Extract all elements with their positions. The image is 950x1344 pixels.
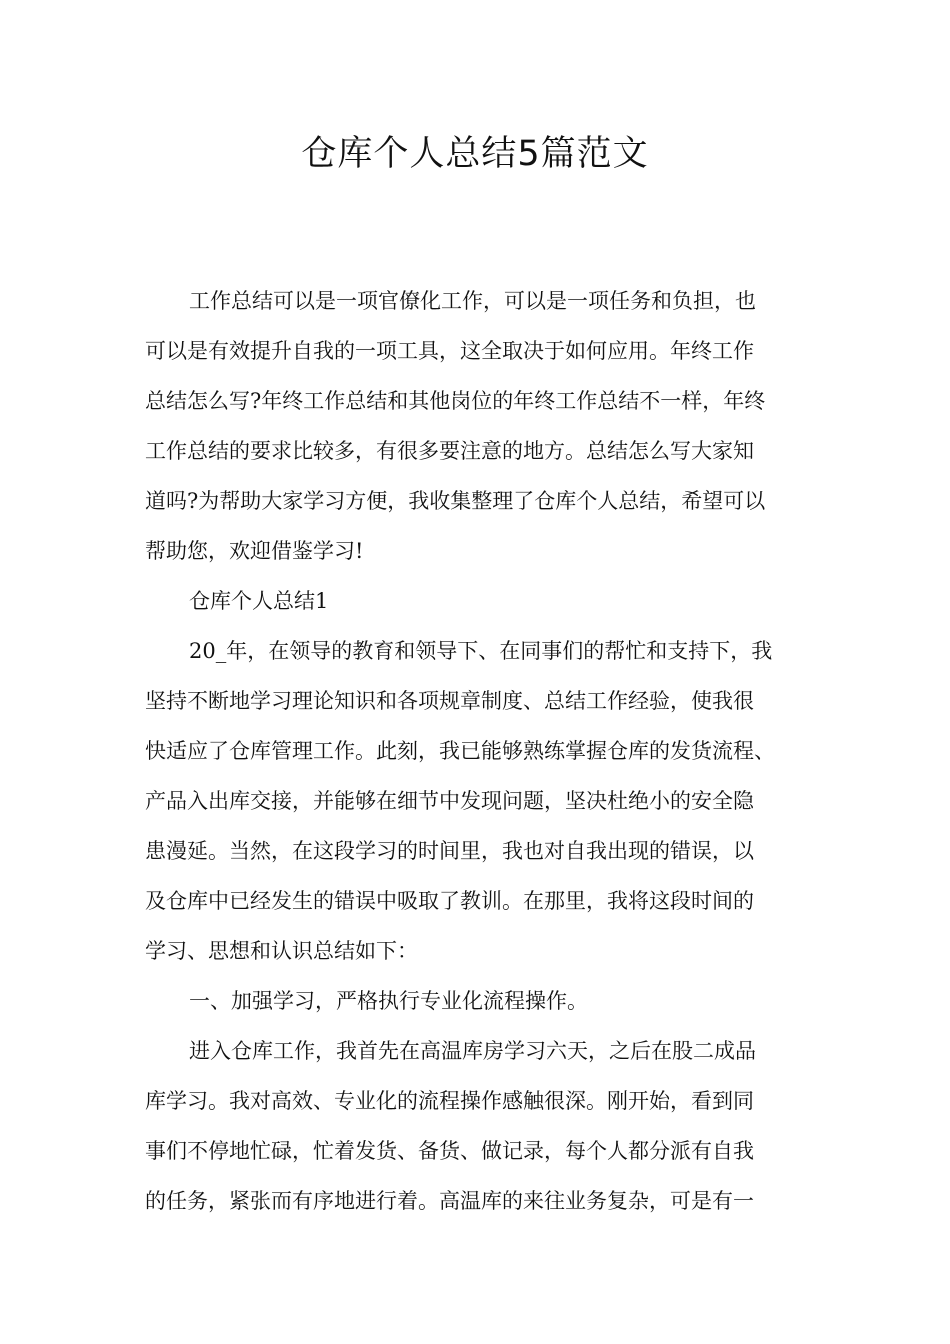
paragraph-line: 快适应了仓库管理工作。此刻，我已能够熟练掌握仓库的发货流程、 xyxy=(145,739,775,763)
paragraph-line: 进入仓库工作，我首先在高温库房学习六天，之后在股二成品 xyxy=(189,1039,756,1063)
subsection-heading: 一、加强学习，严格执行专业化流程操作。 xyxy=(189,989,588,1013)
paragraph-line: 坚持不断地学习理论知识和各项规章制度、总结工作经验，使我很 xyxy=(145,689,754,713)
paragraph-line: 的任务，紧张而有序地进行着。高温库的来往业务复杂，可是有一 xyxy=(145,1189,754,1213)
paragraph-line: 患漫延。当然，在这段学习的时间里，我也对自我出现的错误，以 xyxy=(145,839,754,863)
paragraph-line: 库学习。我对高效、专业化的流程操作感触很深。刚开始，看到同 xyxy=(145,1089,754,1113)
paragraph-line: 事们不停地忙碌，忙着发货、备货、做记录，每个人都分派有自我 xyxy=(145,1139,754,1163)
paragraph-line: 道吗?为帮助大家学习方便，我收集整理了仓库个人总结，希望可以 xyxy=(145,489,766,513)
paragraph-line: 工作总结的要求比较多，有很多要注意的地方。总结怎么写大家知 xyxy=(145,439,754,463)
paragraph-line: 帮助您，欢迎借鉴学习! xyxy=(145,539,364,563)
document-title: 仓库个人总结5篇范文 xyxy=(301,134,649,174)
paragraph-line: 产品入出库交接，并能够在细节中发现问题，坚决杜绝小的安全隐 xyxy=(145,789,754,813)
paragraph-line: 工作总结可以是一项官僚化工作，可以是一项任务和负担，也 xyxy=(189,289,756,313)
paragraph-line: 总结怎么写?年终工作总结和其他岗位的年终工作总结不一样，年终 xyxy=(145,389,766,413)
paragraph-line: 学习、思想和认识总结如下： xyxy=(145,939,418,963)
section-heading: 仓库个人总结1 xyxy=(189,589,329,613)
paragraph-line: 及仓库中已经发生的错误中吸取了教训。在那里，我将这段时间的 xyxy=(145,889,754,913)
paragraph-line: 20_年，在领导的教育和领导下、在同事们的帮忙和支持下，我 xyxy=(189,639,773,663)
paragraph-line: 可以是有效提升自我的一项工具，这全取决于如何应用。年终工作 xyxy=(145,339,754,363)
document-body xyxy=(145,276,825,1226)
